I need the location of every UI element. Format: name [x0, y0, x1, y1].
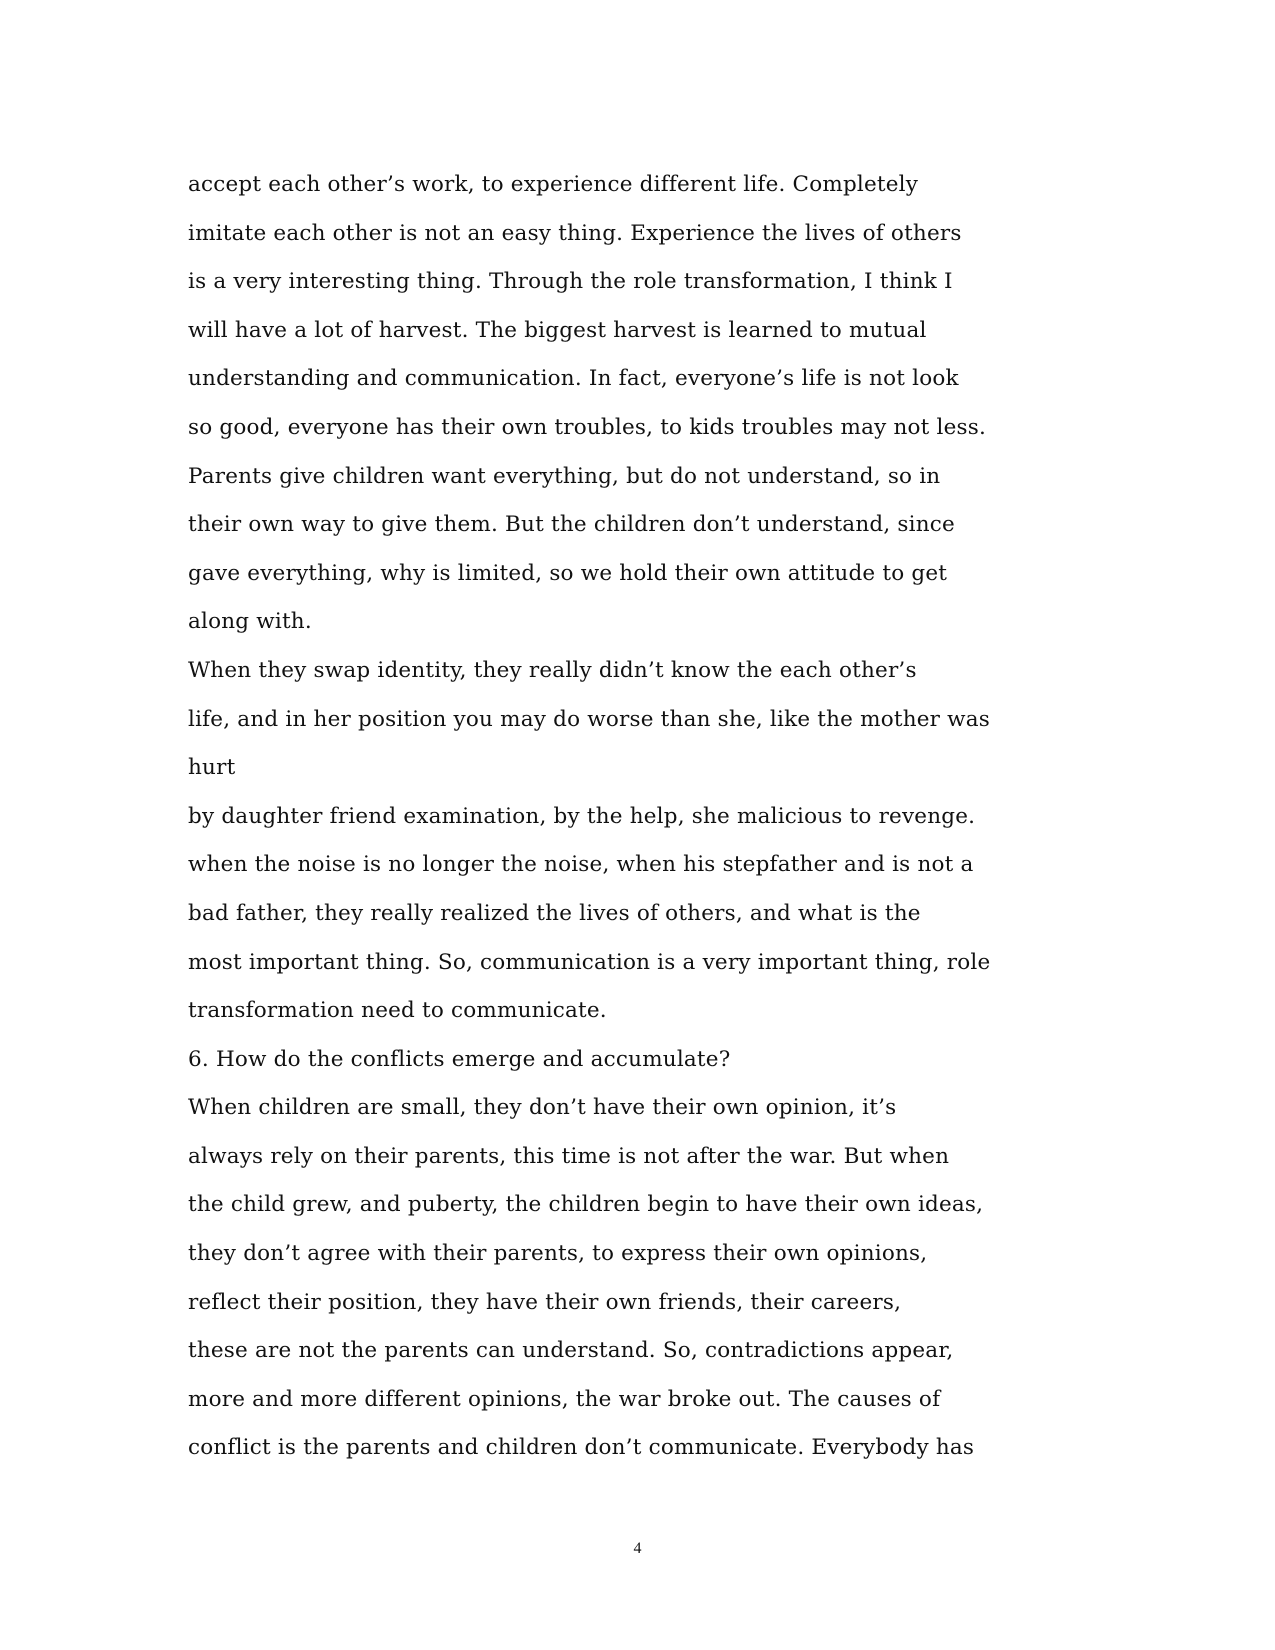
text-line: will have a lot of harvest. The biggest harvest is learned to mutual — [188, 317, 927, 343]
text-line: always rely on their parents, this time is not after the war. But when — [188, 1143, 950, 1169]
page-number: 4 — [633, 1540, 642, 1557]
text-line: most important thing. So, communication is a very important thing, role — [188, 949, 991, 975]
text-line: understanding and communication. In fact, everyone’s life is not look — [188, 366, 959, 392]
text-line: imitate each other is not an easy thing. Experience the lives of others — [188, 220, 962, 246]
text-line: so good, everyone has their own troubles, to kids troubles may not less. — [188, 414, 987, 440]
text-line: by daughter friend examination, by the help, she malicious to revenge. — [188, 803, 976, 829]
text-line: hurt — [188, 755, 236, 781]
text-line: they don’t agree with their parents, to express their own opinions, — [188, 1241, 928, 1267]
text-line: when the noise is no longer the noise, when his stepfather and is not a — [188, 852, 974, 878]
body-text — [188, 168, 1098, 1480]
question-heading: 6. How do the conflicts emerge and accumulate? — [188, 1046, 731, 1072]
text-line: life, and in her position you may do worse than she, like the mother was — [188, 706, 991, 732]
text-line: bad father, they really realized the lives of others, and what is the — [188, 900, 921, 926]
text-line: gave everything, why is limited, so we hold their own attitude to get — [188, 560, 948, 586]
text-line: is a very interesting thing. Through the role transformation, I think I — [188, 269, 953, 295]
text-line: the child grew, and puberty, the children begin to have their own ideas, — [188, 1192, 984, 1218]
text-line: conflict is the parents and children don’t communicate. Everybody has — [188, 1435, 975, 1461]
text-line: along with. — [188, 609, 312, 635]
text-line: transformation need to communicate. — [188, 998, 607, 1024]
text-line: accept each other’s work, to experience different life. Completely — [188, 172, 919, 197]
text-line: reflect their position, they have their own friends, their careers, — [188, 1289, 902, 1315]
text-line: When children are small, they don’t have their own opinion, it’s — [188, 1095, 897, 1121]
text-line: Parents give children want everything, but do not understand, so in — [188, 463, 941, 489]
text-line: their own way to give them. But the children don’t understand, since — [188, 512, 955, 538]
text-line: more and more different opinions, the war broke out. The causes of — [188, 1386, 941, 1412]
text-line: When they swap identity, they really didn’t know the each other’s — [188, 657, 917, 683]
text-line: these are not the parents can understand. So, contradictions appear, — [188, 1338, 954, 1364]
